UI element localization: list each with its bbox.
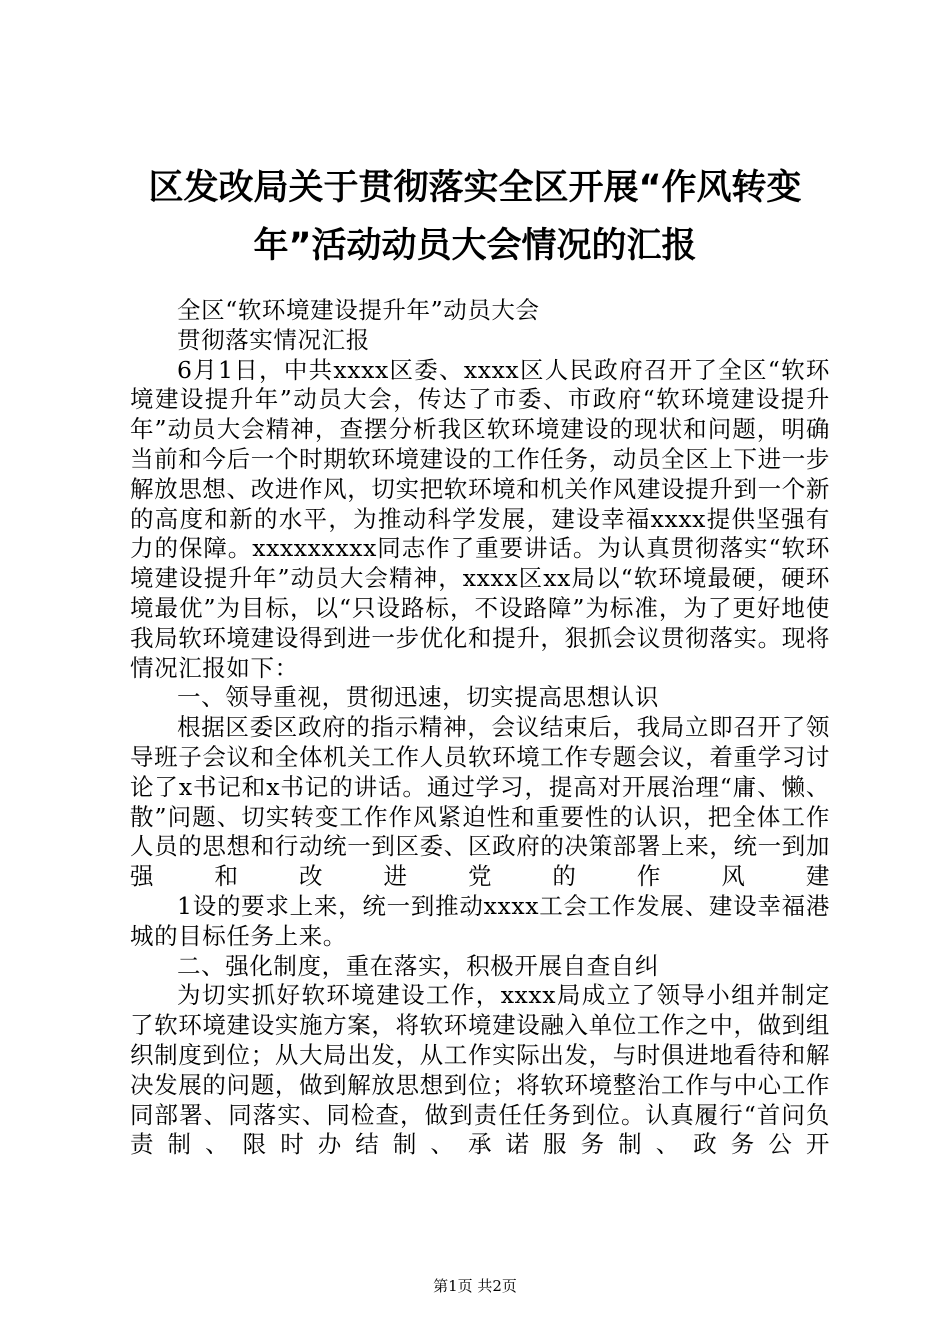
document-title-line-1: 区发改局关于贯彻落实全区开展“作风转变	[148, 168, 802, 208]
paragraph-section-1-cont: 1设的要求上来，统一到推动xxxx工会工作发展、建设幸福港城的目标任务上来。	[130, 891, 830, 950]
page-footer: 第1页 共2页	[433, 1277, 517, 1295]
document-title-line-2: 年”活动动员大会情况的汇报	[253, 226, 697, 266]
paragraph-section-2: 为切实抓好软环境建设工作，xxxx局成立了领导小组并制定了软环境建设实施方案，将软环境建设融入单位工作之中，做到组织制度到位；从大局出发，从工作实际出发，与时俱进地看待和解决发展的问题，做到解放思想到位；将软环境整治工作与中心工作同部署、同落实、同检查，做到责任任务到位。认真履行“首问负责制、限时办结制、承诺服务制、政务公开	[130, 981, 830, 1159]
paragraph-intro: 6月1日，中共xxxx区委、xxxx区人民政府召开了全区“软环境建设提升年”动员大会，传达了市委、市政府“软环境建设提升年”动员大会精神，查摆分析我区软环境建设的现状和问题，明确当前和今后一个时期软环境建设的工作任务，动员全区上下进一步解放思想、改进作风，切实把软环境和机关作风建设提升到一个新的高度和新的水平，为推动科学发展，建设幸福xxxx提供坚强有力的保障。xxxxxxxxx同志作了重要讲话。为认真贯彻落实“软环境建设提升年”动员大会精神，xxxx区xx局以“软环境最硬，硬环境最优”为目标，以“只设路标，不设路障”为标准，为了更好地使我局软环境建设得到进一步优化和提升，狠抓会议贯彻落实。现将情况汇报如下：	[130, 355, 830, 682]
document-body	[130, 296, 830, 1160]
paragraph-meeting-name: 全区“软环境建设提升年”动员大会	[177, 296, 540, 324]
section-heading-2: 二、强化制度，重在落实，积极开展自查自纠	[177, 951, 659, 980]
paragraph-report-subtitle: 贯彻落实情况汇报	[177, 325, 370, 354]
section-heading-1: 一、领导重视，贯彻迅速，切实提高思想认识	[177, 683, 659, 712]
paragraph-section-1: 根据区委区政府的指示精神，会议结束后，我局立即召开了领导班子会议和全体机关工作人员软环境工作专题会议，着重学习讨论了x书记和x书记的讲话。通过学习，提高对开展治理“庸、懒、散”问题、切实转变工作作风紧迫性和重要性的认识，把全体工作人员的思想和行动统一到区委、区政府的决策部署上来，统一到加强和改进党的作风建	[130, 713, 830, 891]
